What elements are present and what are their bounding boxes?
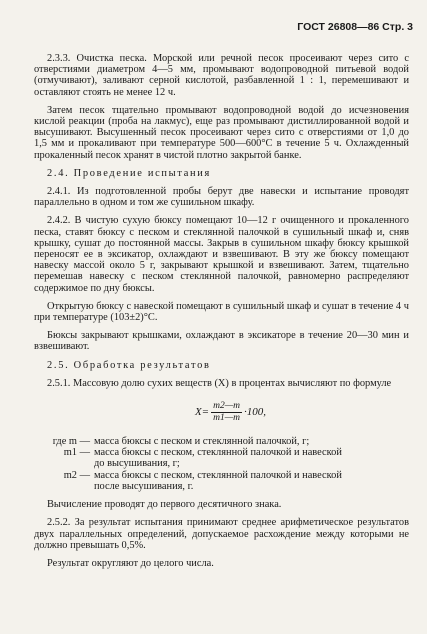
definition-m — [34, 436, 409, 447]
formula-fraction — [211, 401, 242, 424]
paragraph-2-3-3: 2.3.3. Очистка песка. Морской или речной песок просеивают через сито с отверстиями диаметром 4—5 мм, промывают водопроводной питьевой водой (отмучивают), заливают серной кислотой, разбавленной 1 : 1, перемешивают и оставляют стоять не менее 12 ч. — [34, 53, 409, 98]
section-heading-2-4: 2.4. Проведение испытания — [47, 167, 212, 179]
paragraph-sand-washing: Затем песок тщательно промывают водопроводной водой до исчезновения кислой реакции (проба на лакмус), еще раз промывают дистиллированной водой и высушивают. Высушенный песок просеивают через сито с отверстиями от 1,0 до 1,5 мм и прокаливают при температуре 500—600°С в течение 5 ч. Охлажденный прокаленный песок хранят в чистой плотно закрытой банке. — [34, 104, 409, 161]
definition-text: масса бюксы с песком и стеклянной палочкой, г; — [94, 436, 310, 448]
definition-text: до высушивания, г; — [94, 458, 180, 470]
formula-numerator: m2—m — [213, 401, 241, 412]
paragraph-2-5-2: 2.5.2. За результат испытания принимают среднее арифметическое результатов двух параллельных определений, допускаемое расхождение между которыми не должно превышать 0,5%. — [34, 517, 409, 551]
definition-text: после высушивания, г. — [94, 480, 194, 492]
formula-denominator: m1—m — [213, 413, 241, 424]
definition-m2 — [34, 470, 409, 492]
paragraph-drying: Открытую бюксу с навеской помещают в сушильный шкаф и сушат в течение 4 ч при температуре (103±2)°С. — [34, 300, 409, 324]
paragraph-rounding: Результат округляют до целого числа. — [47, 557, 214, 569]
paragraph-calculation: Вычисление проводят до первого десятичного знака. — [47, 499, 282, 511]
document-body — [34, 53, 409, 569]
formula — [52, 401, 409, 424]
definition-symbol: m1 — — [63, 447, 90, 459]
paragraph-2-4-1: 2.4.1. Из подготовленной пробы берут две навески и испытание проводят параллельно в одном и том же сушильном шкафу. — [34, 186, 409, 209]
definitions-list — [34, 436, 409, 492]
paragraph-2-4-2: 2.4.2. В чистую сухую бюксу помещают 10—12 г очищенного и прокаленного песка, ставят бюксу с песком и стеклянной палочкой в сушильный шкаф и, сняв крышку, сушат до постоянной массы. Закрыв в сушильном шкафу бюксу крышкой переносят ее в эксикатор, охлаждают и взвешивают. В эту же бюксу помещают навеску массой около 5 г, закрывают крышкой и взвешивают. Затем, тщательно перемешав навеску с песком стеклянной палочкой, равномерно распределяют содержимое по дну бюксы. — [34, 215, 409, 294]
paragraph-2-5-1: 2.5.1. Массовую долю сухих веществ (X) в процентах вычисляют по формуле — [47, 377, 392, 389]
definition-m1 — [34, 447, 409, 469]
definition-symbol: m2 — — [63, 469, 90, 481]
paragraph-cooling: Бюксы закрывают крышками, охлаждают в эксикаторе в течение 20—30 мин и взвешивают. — [34, 330, 409, 353]
page-header: ГОСТ 26808—86 Стр. 3 — [297, 21, 413, 33]
formula-rhs: ·100, — [244, 406, 267, 419]
definition-text: масса бюксы с песком, стеклянной палочкой и навеской — [94, 447, 342, 459]
definition-text: масса бюксы с песком, стеклянной палочкой и навеской — [94, 469, 342, 481]
section-heading-2-5: 2.5. Обработка результатов — [47, 359, 211, 371]
definition-symbol: где m — — [52, 436, 90, 448]
formula-lhs: X= — [194, 406, 210, 419]
